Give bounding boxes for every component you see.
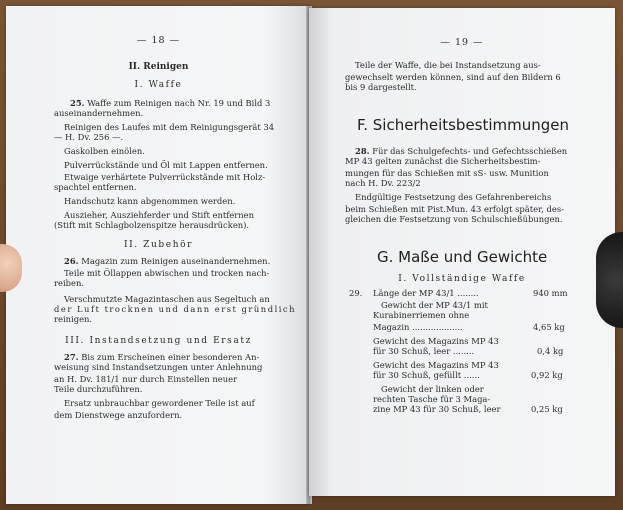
- measurement-label: für 30 Schuß, gefüllt ......: [373, 370, 480, 380]
- measurement-label: Gewicht des Magazins MP 43: [373, 360, 499, 370]
- measurement-label: rechten Tasche für 3 Maga-: [373, 394, 491, 404]
- paragraph-line: Reinigen des Laufes mit dem Reinigungsgerät 34: [64, 122, 275, 132]
- paragraph-line: Auszieher, Ausziehferder und Stift entfernen: [64, 210, 255, 220]
- paragraph-line: Endgültige Festsetzung des Gefahrenbereichs: [355, 192, 552, 202]
- measurement-value: 0,92 kg: [531, 370, 563, 380]
- section-heading: G. Maße und Gewichte: [377, 248, 548, 266]
- paragraph-line: MP 43 gelten zunächst die Sicherheitsbestim-: [345, 156, 541, 166]
- measurement-label: zine MP 43 für 30 Schuß, leer: [373, 404, 501, 414]
- paragraph-line: Pulverrückstände und Öl mit Lappen entfernen.: [64, 160, 268, 170]
- paragraph-line: 25. Waffe zum Reinigen nach Nr. 19 und Bild 3: [70, 98, 271, 108]
- paragraph-line: Teile mit Öllappen abwischen und trocken nach-: [64, 268, 270, 278]
- paragraph-line: 27. Bis zum Erscheinen einer besonderen An-: [64, 352, 260, 362]
- paragraph-number: 26.: [64, 256, 79, 266]
- paragraph-line: gleichen die Festsetzung von Schulschießübungen.: [345, 214, 563, 224]
- subsection-heading: II. Zubehör: [123, 240, 194, 250]
- subsection-heading: III. Instandsetzung und Ersatz: [65, 336, 252, 346]
- paragraph-line: spachtel entfernen.: [54, 182, 137, 192]
- paragraph-line: Teile der Waffe, die bei Instandsetzung aus-: [355, 60, 541, 70]
- paragraph-line: dem Dienstwege anzufordern.: [54, 410, 183, 420]
- paragraph-line: auseinandernehmen.: [54, 108, 144, 118]
- measurement-label: Kurabinerriemen ohne: [373, 310, 470, 320]
- measurement-label: Gewicht des Magazins MP 43: [373, 336, 499, 346]
- thumb-right: [596, 232, 623, 328]
- paragraph-line: — H. Dv. 256 —.: [54, 132, 124, 142]
- right-page: [309, 8, 615, 496]
- paragraph-line: 26. Magazin zum Reinigen auseinandernehmen.: [64, 256, 271, 266]
- paragraph-line: weisung sind Instandsetzungen unter Anlehnung: [54, 362, 263, 372]
- subsection-heading: I. Vollständige Waffe: [398, 274, 526, 284]
- measurement-value: 940 mm: [533, 288, 568, 298]
- paragraph-number: 29.: [349, 288, 363, 298]
- section-title: II. Reinigen: [128, 62, 189, 72]
- subsection-heading: I. Waffe: [134, 80, 183, 90]
- measurement-label: Magazin ...................: [373, 322, 463, 332]
- paragraph-line: Gaskolben einölen.: [64, 146, 145, 156]
- paragraph-line: bis 9 dargestellt.: [345, 82, 417, 92]
- paragraph-line: Verschmutzte Magazintaschen aus Segeltuch an: [64, 294, 270, 304]
- page-number: — 18 —: [136, 35, 181, 46]
- paragraph-line: nach H. Dv. 223/2: [345, 178, 421, 188]
- measurement-label: Gewicht der MP 43/1 mit: [381, 300, 488, 310]
- page-number: — 19 —: [440, 37, 484, 48]
- section-heading: F. Sicherheitsbestimmungen: [357, 116, 570, 134]
- measurement-value: 0,25 kg: [531, 404, 563, 414]
- paragraph-line: beim Schießen mit Pist.Mun. 43 erfolgt später, des-: [345, 204, 564, 214]
- paragraph-line: mungen für das Schießen mit sS- usw. Munition: [345, 168, 549, 178]
- paragraph-line: reinigen.: [54, 314, 93, 324]
- paragraph-line: 28. Für das Schulgefechts- und Gefechtsschießen: [355, 146, 568, 156]
- paragraph-line: Etwaige verhärtete Pulverrückstände mit Holz-: [64, 172, 266, 182]
- paragraph-number: 25.: [70, 98, 85, 108]
- measurement-value: 0,4 kg: [537, 346, 564, 356]
- measurement-label: für 30 Schuß, leer ........: [373, 346, 475, 356]
- paragraph-line: Handschutz kann abgenommen werden.: [64, 196, 236, 206]
- measurement-label: Länge der MP 43/1 ........: [373, 288, 479, 298]
- left-page: [6, 6, 311, 504]
- paragraph-line: (Stift mit Schlagbolzenspitze herausdrücken).: [54, 220, 250, 230]
- measurement-value: 4,65 kg: [533, 322, 565, 332]
- paragraph-line: reiben.: [54, 278, 85, 288]
- paragraph-line: an H. Dv. 181/1 nur durch Einstellen neuer: [54, 374, 238, 384]
- paragraph-number: 28.: [355, 146, 370, 156]
- paragraph-number: 27.: [64, 352, 79, 362]
- paragraph-line: Ersatz unbrauchbar gewordener Teile ist auf: [64, 398, 255, 408]
- paragraph-line: Teile durchzuführen.: [54, 384, 143, 394]
- paragraph-line: der Luft trocknen und dann erst gründlich: [54, 304, 297, 314]
- paragraph-line: gewechselt werden können, sind auf den Bildern 6: [345, 72, 561, 82]
- measurement-label: Gewicht der linken oder: [381, 384, 484, 394]
